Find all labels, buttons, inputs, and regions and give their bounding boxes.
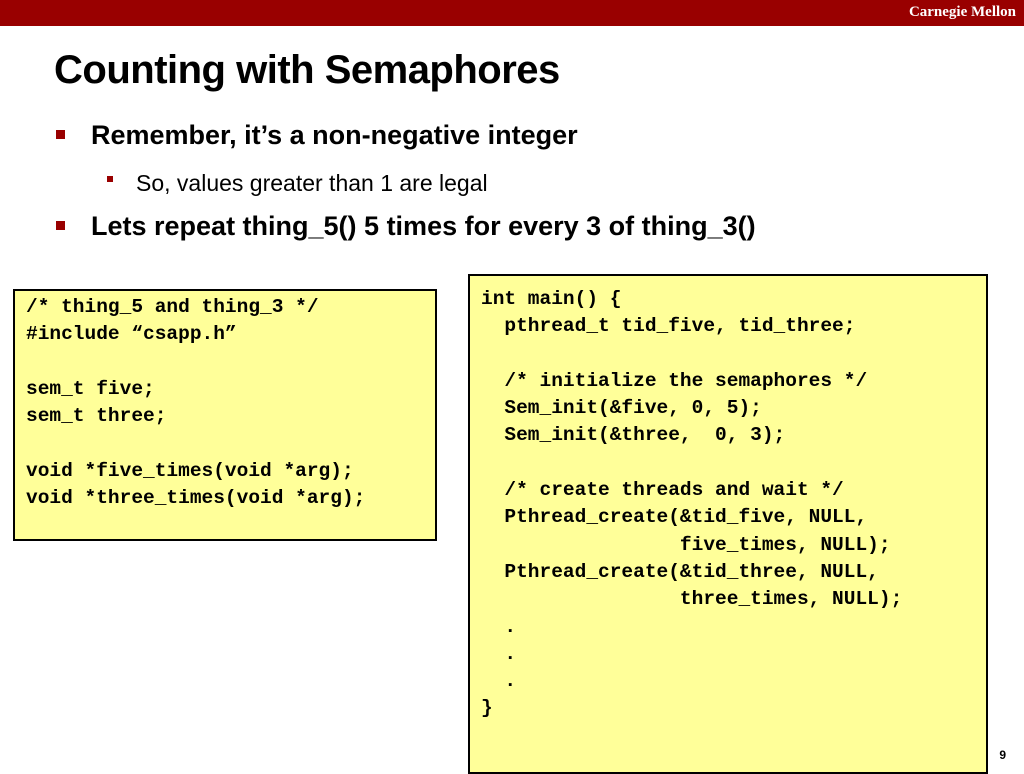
- code-line: five_times, NULL);: [481, 533, 891, 556]
- code-line: /* thing_5 and thing_3 */: [26, 296, 319, 318]
- code-block-main: [468, 274, 988, 774]
- brand-label: Carnegie Mellon: [908, 4, 1016, 20]
- page-number: 9: [999, 748, 1006, 762]
- code-line: .: [481, 642, 517, 665]
- bullet-text: Lets repeat thing_5() 5 times for every 3 of thing_3(): [91, 211, 756, 241]
- code-line: [481, 341, 986, 368]
- square-bullet-icon: [56, 130, 65, 139]
- code-line: .: [481, 615, 517, 638]
- bullet-text: Remember, it’s a non-negative integer: [91, 120, 578, 150]
- code-line: /* initialize the semaphores */: [481, 369, 868, 392]
- sub-bullet-text: So, values greater than 1 are legal: [136, 170, 488, 196]
- code-line: int main() {: [481, 288, 622, 310]
- code-line: Pthread_create(&tid_five, NULL,: [481, 506, 868, 529]
- code-line: sem_t five;: [26, 377, 155, 400]
- code-line: [26, 349, 435, 376]
- code-line: Sem_init(&five, 0, 5);: [481, 397, 762, 420]
- header-bar: [0, 0, 1024, 26]
- code-line: }: [481, 697, 493, 720]
- code-line: Pthread_create(&tid_three, NULL,: [481, 560, 879, 583]
- code-line: void *three_times(void *arg);: [26, 487, 366, 510]
- code-line: .: [481, 670, 517, 693]
- code-line: Sem_init(&three, 0, 3);: [481, 424, 786, 447]
- code-line: [26, 430, 435, 457]
- square-bullet-icon: [56, 221, 65, 230]
- code-line: three_times, NULL);: [481, 588, 903, 611]
- small-square-bullet-icon: [107, 176, 113, 182]
- code-line: sem_t three;: [26, 405, 167, 428]
- code-line: #include “csapp.h”: [26, 323, 237, 346]
- code-line: void *five_times(void *arg);: [26, 459, 354, 482]
- code-line: [481, 450, 986, 477]
- code-line: pthread_t tid_five, tid_three;: [481, 315, 856, 338]
- slide-title: Counting with Semaphores: [54, 48, 560, 92]
- code-line: /* create threads and wait */: [481, 479, 844, 502]
- code-block-declarations: [13, 289, 437, 541]
